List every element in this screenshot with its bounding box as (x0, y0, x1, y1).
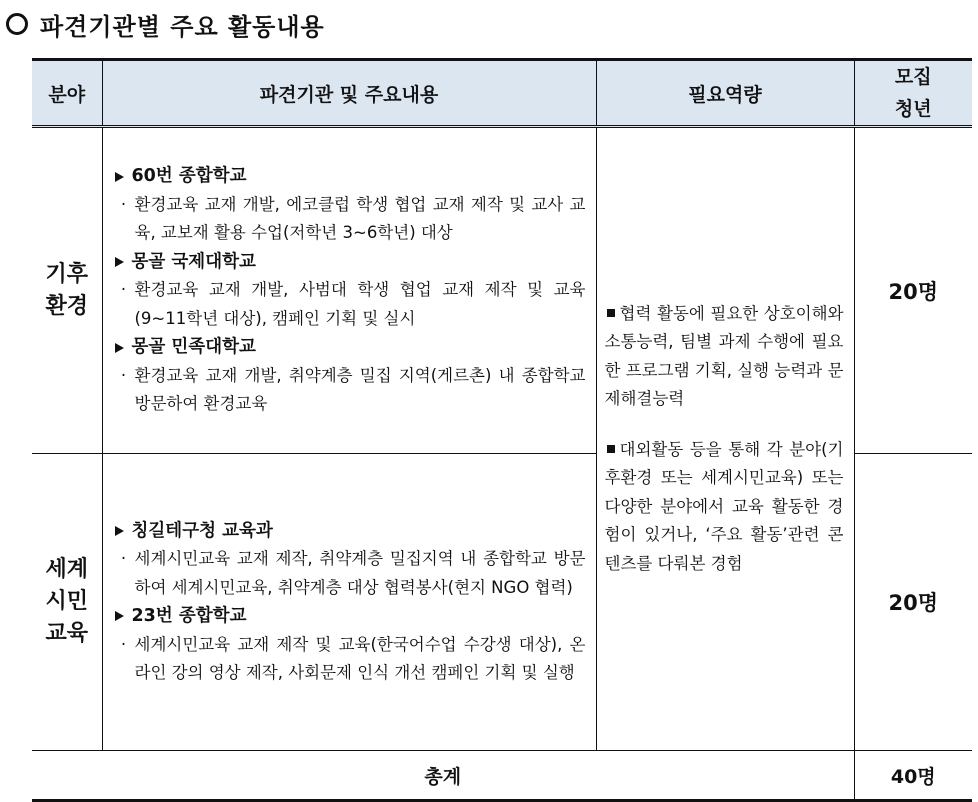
org-desc (113, 276, 586, 333)
square-bullet-icon (607, 445, 615, 453)
field-label: 기후 (45, 261, 88, 287)
org-name: 몽골 민족대학교 (131, 337, 256, 358)
total-count: 40명 (854, 751, 972, 801)
competency-text: 대외활동 등을 통해 각 분야(기후환경 또는 세계시민교육) 또는 다양한 분야에서 교육 활동한 경험이 있거나, ‘주요 활동’관련 콘텐츠를 다뤄본 경험 (604, 439, 844, 573)
header-row (32, 60, 972, 127)
triangle-bullet-icon (115, 611, 124, 621)
competency-cell (596, 127, 854, 751)
competency-item (605, 300, 844, 414)
competency-item (605, 436, 844, 579)
org-item (113, 602, 586, 631)
header-field: 분야 (32, 60, 102, 127)
header-recruit-line1: 모집 (894, 66, 932, 88)
org-name: 칭길테구청 교육과 (131, 520, 273, 541)
org-item (113, 333, 586, 362)
count-cell-climate: 20명 (854, 127, 972, 454)
square-bullet-icon (607, 309, 615, 317)
field-label: 세계 (45, 557, 88, 582)
org-item (113, 162, 586, 191)
triangle-bullet-icon (115, 172, 124, 182)
middle-dot-icon: · (120, 280, 127, 300)
triangle-bullet-icon (115, 526, 124, 536)
field-label: 시민 (45, 589, 88, 614)
org-desc-text: 환경교육 교재 개발, 취약계층 밀집 지역(게르촌) 내 종합학교 방문하여 환경교육 (134, 365, 586, 414)
activity-table (32, 58, 972, 802)
section-title (6, 6, 325, 42)
org-desc-text: 세계시민교육 교재 제작 및 교육(한국어수업 수강생 대상), 온라인 강의 영상 제작, 사회문제 인식 개선 캠페인 기획 및 실행 (134, 634, 586, 682)
middle-dot-icon: · (120, 365, 127, 385)
middle-dot-icon: · (120, 549, 127, 568)
org-item (113, 517, 586, 546)
org-desc-text: 환경교육 교재 개발, 에코클럽 학생 협업 교재 제작 및 교사 교육, 교보재 활용 수업(저학년 3~6학년) 대상 (134, 194, 586, 243)
org-item (113, 248, 586, 277)
section-title-text: 파견기관별 주요 활동내용 (40, 12, 325, 41)
count-cell-global: 20명 (854, 454, 972, 751)
org-name: 60번 종합학교 (131, 166, 247, 187)
triangle-bullet-icon (115, 343, 124, 353)
header-org-content: 파견기관 및 주요내용 (102, 60, 596, 127)
total-row (32, 751, 972, 801)
field-label: 환경 (45, 293, 88, 319)
org-content-cell-global (102, 454, 596, 751)
org-name: 몽골 국제대학교 (131, 251, 256, 272)
total-label: 총계 (32, 751, 854, 801)
competency-text: 협력 활동에 필요한 상호이해와 소통능력, 팀별 과제 수행에 필요한 프로그램 기획, 실행 능력과 문제해결능력 (604, 303, 844, 409)
org-desc (113, 545, 586, 602)
header-recruit (854, 60, 972, 127)
org-desc-text: 세계시민교육 교재 제작, 취약계층 밀집지역 내 종합학교 방문하여 세계시민교육, 취약계층 대상 협력봉사(현지 NGO 협력) (134, 549, 586, 597)
middle-dot-icon: · (120, 194, 127, 214)
circle-bullet-icon (6, 13, 28, 35)
field-cell-global (32, 454, 102, 751)
table-row (32, 127, 972, 454)
org-content-cell-climate (102, 127, 596, 454)
org-desc (113, 191, 586, 248)
triangle-bullet-icon (115, 257, 124, 267)
org-name: 23번 종합학교 (131, 606, 247, 626)
header-recruit-line2: 청년 (894, 98, 932, 120)
org-desc-text: 환경교육 교재 개발, 사범대 학생 협업 교재 제작 및 교육(9~11학년 대상), 캠페인 기획 및 실시 (134, 280, 586, 328)
header-competency: 필요역량 (596, 60, 854, 127)
org-desc (113, 362, 586, 419)
field-label: 교육 (45, 621, 88, 646)
middle-dot-icon: · (120, 634, 127, 654)
field-cell-climate (32, 127, 102, 454)
org-desc (113, 631, 586, 688)
